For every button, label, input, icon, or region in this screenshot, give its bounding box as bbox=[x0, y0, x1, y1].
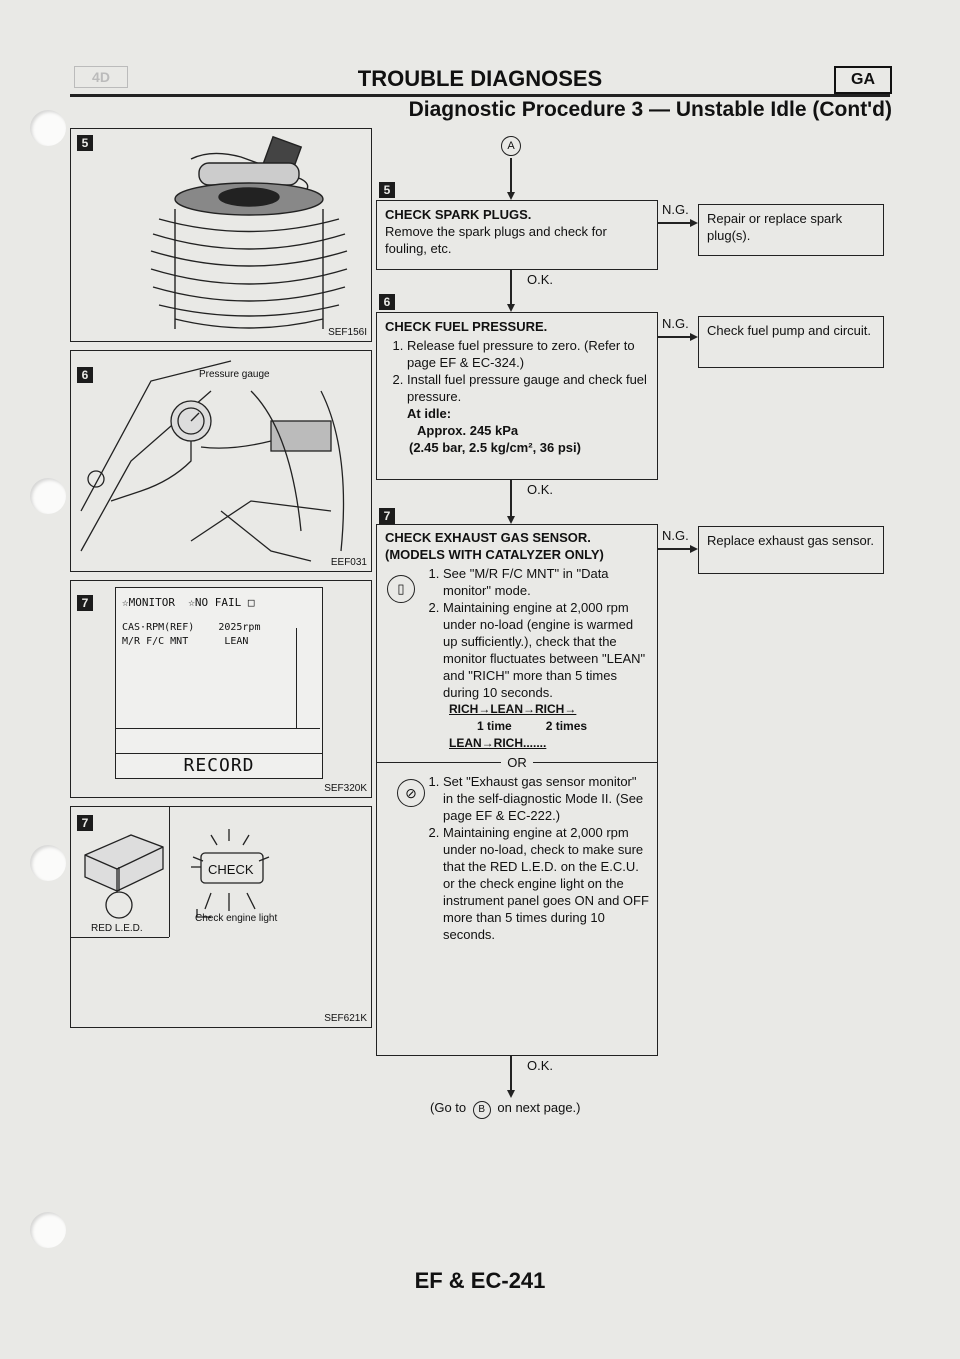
ng-action-replace-sensor: Replace exhaust gas sensor. bbox=[698, 526, 884, 574]
step-badge: 5 bbox=[77, 135, 93, 151]
page-number: EF & EC-241 bbox=[414, 1268, 546, 1293]
step-item: 2. Maintaining engine at 2,000 rpm under no-load (engine is warmed up sufficiently.), check that the monitor fluctuates between "LEAN" and "RICH" more than 5 times during 10 seconds. bbox=[443, 599, 649, 701]
ecu-led-illustration bbox=[71, 807, 169, 937]
step-badge: 6 bbox=[77, 367, 93, 383]
step-badge: 7 bbox=[77, 595, 93, 611]
figure-led-check-light bbox=[70, 806, 372, 1028]
consult-screen bbox=[115, 587, 323, 755]
step-item: 1. See "M/R F/C MNT" in "Data monitor" mode. bbox=[443, 565, 649, 599]
record-button[interactable]: RECORD bbox=[115, 753, 323, 779]
sequence-count: 1 time bbox=[477, 719, 512, 733]
check-label: CHECK bbox=[208, 862, 254, 877]
step-badge: 5 bbox=[379, 182, 395, 198]
ng-action-replace-plugs: Repair or replace spark plug(s). bbox=[698, 204, 884, 256]
figure-fuel-pressure bbox=[70, 350, 372, 572]
step-item: 1. Release fuel pressure to zero. (Refer to page EF & EC-324.) bbox=[407, 337, 649, 371]
ok-label: O.K. bbox=[527, 272, 554, 287]
sequence-line: RICH→LEAN→RICH→ bbox=[449, 702, 577, 716]
step-item: 1. Set "Exhaust gas sensor monitor" in the self-diagnostic Mode II. (See page EF & EC-222.) bbox=[443, 773, 649, 824]
sequence-count: 2 times bbox=[545, 719, 588, 733]
binder-hole bbox=[30, 110, 66, 146]
binder-hole bbox=[30, 1212, 66, 1248]
goto-prefix: (Go to bbox=[430, 1100, 467, 1115]
spark-plug-illustration bbox=[71, 129, 371, 341]
goto-suffix: on next page.) bbox=[497, 1100, 581, 1115]
step-badge: 7 bbox=[77, 815, 93, 831]
figure-code: SEF156I bbox=[328, 327, 367, 338]
step-badge: 6 bbox=[379, 294, 395, 310]
figure-code: SEF621K bbox=[324, 1013, 367, 1024]
header-rule bbox=[70, 94, 890, 97]
callout-label: Pressure gauge bbox=[199, 369, 270, 380]
step-item: 2. Install fuel pressure gauge and check fuel pressure. bbox=[407, 371, 649, 405]
figure-consult-screen bbox=[70, 580, 372, 798]
ok-label: O.K. bbox=[527, 1058, 554, 1073]
engine-badge: GA bbox=[834, 66, 892, 94]
ok-label: O.K. bbox=[527, 482, 554, 497]
ng-label: N.G. bbox=[662, 202, 689, 217]
connector-a: A bbox=[501, 136, 521, 156]
ng-action-check-fuel-pump: Check fuel pump and circuit. bbox=[698, 316, 884, 368]
spec-kpa: Approx. 245 kPa bbox=[417, 423, 519, 438]
sequence-line: LEAN→RICH....... bbox=[449, 736, 547, 750]
consult-icon: ▯ bbox=[387, 575, 415, 603]
step-check-exhaust-gas-sensor bbox=[376, 524, 658, 1056]
step-check-fuel-pressure bbox=[376, 312, 658, 480]
led-label: RED L.E.D. bbox=[91, 923, 143, 934]
connector-b: B bbox=[473, 1101, 491, 1119]
binder-hole bbox=[30, 845, 66, 881]
screen-line: M/R F/C MNT LEAN bbox=[122, 636, 249, 647]
step-heading: CHECK FUEL PRESSURE. bbox=[385, 319, 548, 334]
at-idle-label: At idle: bbox=[407, 406, 452, 421]
page-subtitle: Diagnostic Procedure 3 — Unstable Idle (Cont'd) bbox=[408, 98, 892, 121]
step-body: Remove the spark plugs and check for fouling, etc. bbox=[385, 224, 607, 256]
figure-code: EEF031 bbox=[330, 557, 367, 568]
goto-next-page bbox=[430, 1100, 581, 1119]
figure-spark-plug bbox=[70, 128, 372, 342]
ng-label: N.G. bbox=[662, 316, 689, 331]
section-tab: 4D bbox=[74, 66, 128, 88]
spec-units: (2.45 bar, 2.5 kg/cm², 36 psi) bbox=[409, 440, 581, 455]
step-check-spark-plugs bbox=[376, 200, 658, 270]
step-heading-sub: (MODELS WITH CATALYZER ONLY) bbox=[385, 547, 604, 562]
no-tools-icon: ⊘ bbox=[397, 779, 425, 807]
light-label: Check engine light bbox=[195, 913, 278, 924]
binder-hole bbox=[30, 478, 66, 514]
step-item: 2. Maintaining engine at 2,000 rpm under no-load, check to make sure that the RED L.E.D. on the E.C.U. or the check engine light on the instrument panel goes ON and OFF more than 5 times during 10 seconds. bbox=[443, 824, 649, 943]
figure-code: SEF320K bbox=[324, 783, 367, 794]
fuel-pressure-gauge-illustration bbox=[71, 351, 371, 571]
step-heading: CHECK EXHAUST GAS SENSOR. bbox=[385, 530, 591, 545]
screen-line: CAS·RPM(REF) 2025rpm bbox=[122, 622, 261, 633]
page-header-title: TROUBLE DIAGNOSES bbox=[357, 66, 603, 91]
or-separator: OR bbox=[507, 755, 527, 770]
step-badge: 7 bbox=[379, 508, 395, 524]
ng-label: N.G. bbox=[662, 528, 689, 543]
step-heading: CHECK SPARK PLUGS. bbox=[385, 207, 532, 222]
screen-line: ☆MONITOR ☆NO FAIL □ bbox=[122, 596, 255, 609]
